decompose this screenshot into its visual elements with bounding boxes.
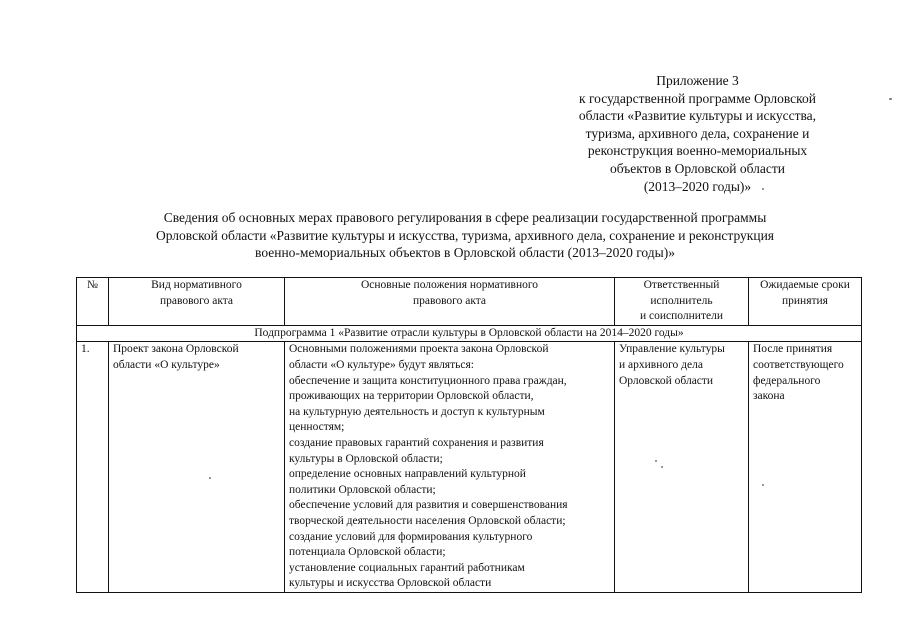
header-act-kind-line: правового акта <box>159 294 234 307</box>
header-terms-line: принятия <box>782 294 828 307</box>
cell-line: проживающих на территории Орловской области, <box>289 390 534 403</box>
appendix-line: Приложение 3 <box>656 73 739 88</box>
appendix-line: области «Развитие культуры и искусства, <box>578 108 817 124</box>
scan-speck <box>762 188 764 190</box>
appendix-line: реконструкция военно-мемориальных <box>587 143 808 159</box>
row-number: 1. <box>77 342 109 593</box>
appendix-block <box>555 72 840 195</box>
header-act-kind-line: Вид нормативного <box>151 279 242 291</box>
appendix-line: (2013–2020 годы)» <box>643 178 752 194</box>
cell-line: потенциала Орловской области; <box>289 546 446 559</box>
cell-line: обеспечение условий для развития и совершенствования <box>289 499 568 512</box>
appendix-line: к государственной программе Орловской <box>579 90 816 106</box>
heading-line: военно-мемориальных объектов в Орловской области (2013–2020 годы)» <box>255 245 675 260</box>
cell-line: культуры и искусства Орловской области <box>289 577 492 590</box>
header-executor-line: и соисполнители <box>640 310 723 323</box>
cell-line: федерального <box>753 374 821 387</box>
row-act-kind <box>109 342 285 593</box>
header-terms <box>749 278 862 326</box>
cell-line: Управление культуры <box>619 343 725 356</box>
cell-line: Проект закона Орловской <box>113 343 239 356</box>
cell-line: закона <box>753 390 785 403</box>
header-terms-line: Ожидаемые сроки <box>760 279 850 291</box>
cell-line: и архивного дела <box>619 358 703 371</box>
heading-line: Орловской области «Развитие культуры и искусства, туризма, архивного дела, сохранение и реконструкция <box>155 227 775 243</box>
header-act-kind <box>109 278 285 326</box>
header-executor-line: исполнитель <box>650 294 713 307</box>
cell-line: создание правовых гарантий сохранения и развития <box>289 436 544 449</box>
table-header-row <box>77 278 862 326</box>
regulation-table <box>76 277 862 593</box>
document-heading <box>70 209 860 262</box>
subprogram-row <box>77 325 862 342</box>
header-executor <box>615 278 749 326</box>
header-num-label: № <box>87 279 98 291</box>
cell-line: политики Орловской области; <box>289 483 436 496</box>
cell-line: установление социальных гарантий работникам <box>289 561 525 574</box>
cell-line: соответствующего <box>753 358 844 371</box>
appendix-line: туризма, архивного дела, сохранение и <box>585 125 810 141</box>
cell-line: на культурную деятельность и доступ к культурным <box>289 405 545 418</box>
cell-line: творческой деятельности населения Орловской области; <box>289 514 566 527</box>
scan-speck <box>762 484 764 486</box>
header-provisions <box>285 278 615 326</box>
cell-line: области «О культуре» <box>113 358 220 371</box>
appendix-line: объектов в Орловской области <box>609 160 786 176</box>
header-provisions-line: Основные положения нормативного <box>360 279 539 291</box>
cell-line: создание условий для формирования культурного <box>289 530 533 543</box>
scan-speck <box>655 460 657 462</box>
header-num <box>77 278 109 326</box>
heading-line: Сведения об основных мерах правового регулирования в сфере реализации государственной программы <box>163 210 767 225</box>
row-executor <box>615 342 749 593</box>
cell-line: После принятия <box>753 343 833 356</box>
cell-line: ценностям; <box>289 421 345 434</box>
cell-line: определение основных направлений культурной <box>289 468 526 481</box>
header-provisions-line: правового акта <box>412 294 487 307</box>
scan-speck <box>889 98 892 100</box>
scan-speck <box>209 477 211 479</box>
scan-speck <box>661 466 663 468</box>
subprogram-title: Подпрограмма 1 «Развитие отрасли культуры в Орловской области на 2014–2020 годы» <box>77 325 862 342</box>
table-row <box>77 342 862 593</box>
row-provisions <box>285 342 615 593</box>
cell-line: обеспечение и защита конституционного права граждан, <box>289 374 567 387</box>
cell-line: Основными положениями проекта закона Орловской <box>289 343 549 356</box>
header-executor-line: Ответственный <box>643 279 720 291</box>
row-terms <box>749 342 862 593</box>
cell-line: культуры в Орловской области; <box>289 452 443 465</box>
cell-line: Орловской области <box>619 374 714 387</box>
cell-line: области «О культуре» будут являться: <box>289 358 474 371</box>
